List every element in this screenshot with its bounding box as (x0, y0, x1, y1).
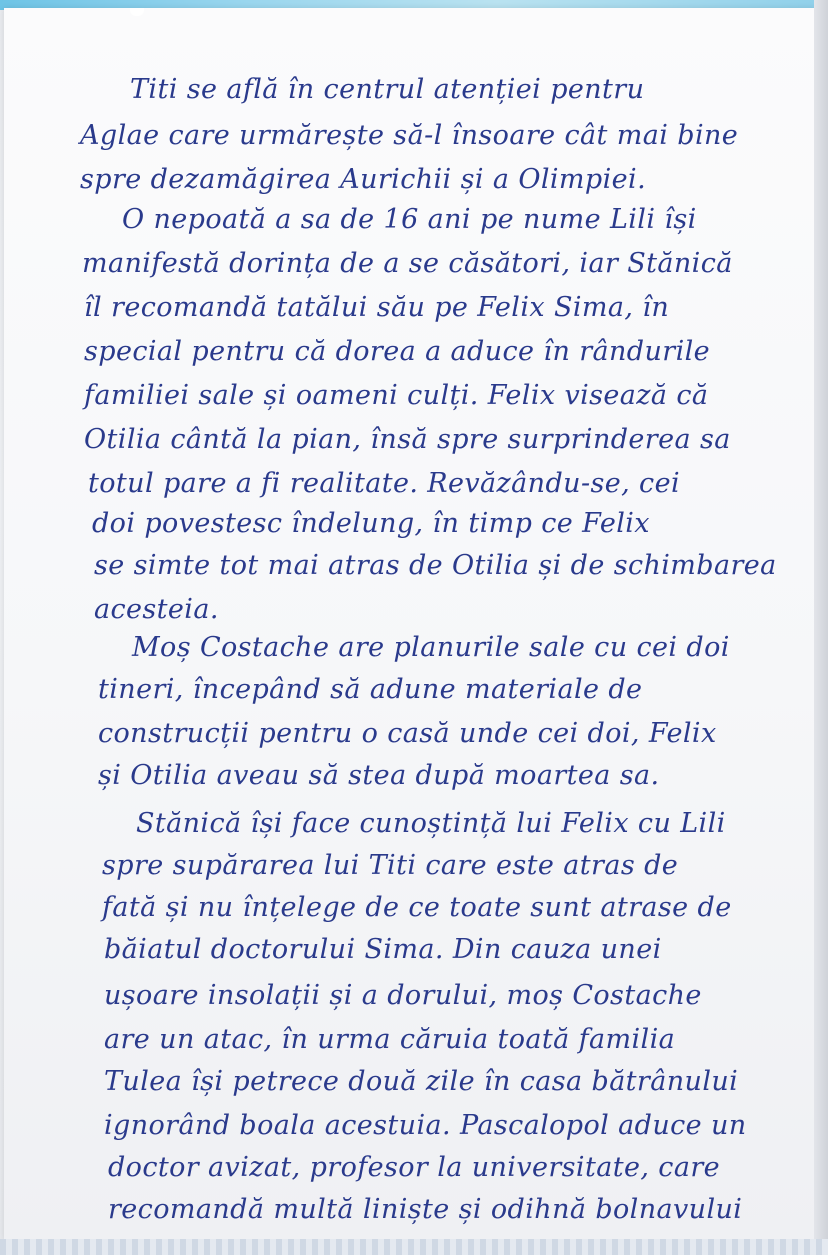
text-line: acesteia. (94, 594, 219, 625)
text-line: Tulea își petrece două zile în casa bătrânului (104, 1066, 739, 1097)
text-line: fată și nu înțelege de ce toate sunt atrase de (102, 892, 732, 923)
sheet-protector-edge (814, 0, 828, 1255)
text-line: familiei sale și oameni culți. Felix visează că (84, 380, 709, 411)
text-line: are un atac, în urma căruia toată familia (104, 1024, 676, 1055)
text-line: manifestă dorința de a se căsători, iar Stănică (82, 248, 733, 279)
text-line: îl recomandă tatălui său pe Felix Sima, în (84, 292, 670, 323)
text-line: special pentru că dorea a aduce în rândurile (84, 336, 711, 367)
text-line: Stănică își face cunoștință lui Felix cu Lili (136, 808, 726, 839)
notebook-page (4, 8, 816, 1240)
text-line: ignorând boala acestuia. Pascalopol aduce un (104, 1110, 747, 1141)
text-line: construcții pentru o casă unde cei doi, Felix (98, 718, 717, 749)
text-line: și Otilia aveau să stea după moartea sa. (98, 760, 660, 791)
text-line: băiatul doctorului Sima. Din cauza unei (104, 934, 662, 965)
text-line: spre supărarea lui Titi care este atras de (102, 850, 679, 881)
text-line: spre dezamăgirea Aurichii și a Olimpiei. (80, 164, 647, 195)
handwritten-text-block (4, 8, 816, 1240)
text-line: tineri, începând să adune materiale de (98, 674, 643, 705)
text-line: Moș Costache are planurile sale cu cei doi (132, 632, 730, 663)
text-line: recomandă multă liniște și odihnă bolnavului (108, 1194, 743, 1225)
text-line: O nepoată a sa de 16 ani pe nume Lili își (122, 204, 697, 235)
text-line: totul pare a fi realitate. Revăzându-se, cei (88, 468, 680, 499)
text-line: Aglae care urmărește să-l însoare cât mai bine (80, 120, 739, 151)
text-line: se simte tot mai atras de Otilia și de schimbarea (94, 550, 777, 581)
sheet-protector-bottom (0, 1239, 828, 1255)
text-line: Titi se află în centrul atenției pentru (130, 74, 645, 105)
text-line: doi povestesc îndelung, în timp ce Felix (92, 508, 650, 539)
text-line: doctor avizat, profesor la universitate, care (108, 1152, 720, 1183)
text-line: Otilia cântă la pian, însă spre surprinderea sa (84, 424, 731, 455)
text-line: ușoare insolații și a dorului, moș Costache (104, 980, 702, 1011)
